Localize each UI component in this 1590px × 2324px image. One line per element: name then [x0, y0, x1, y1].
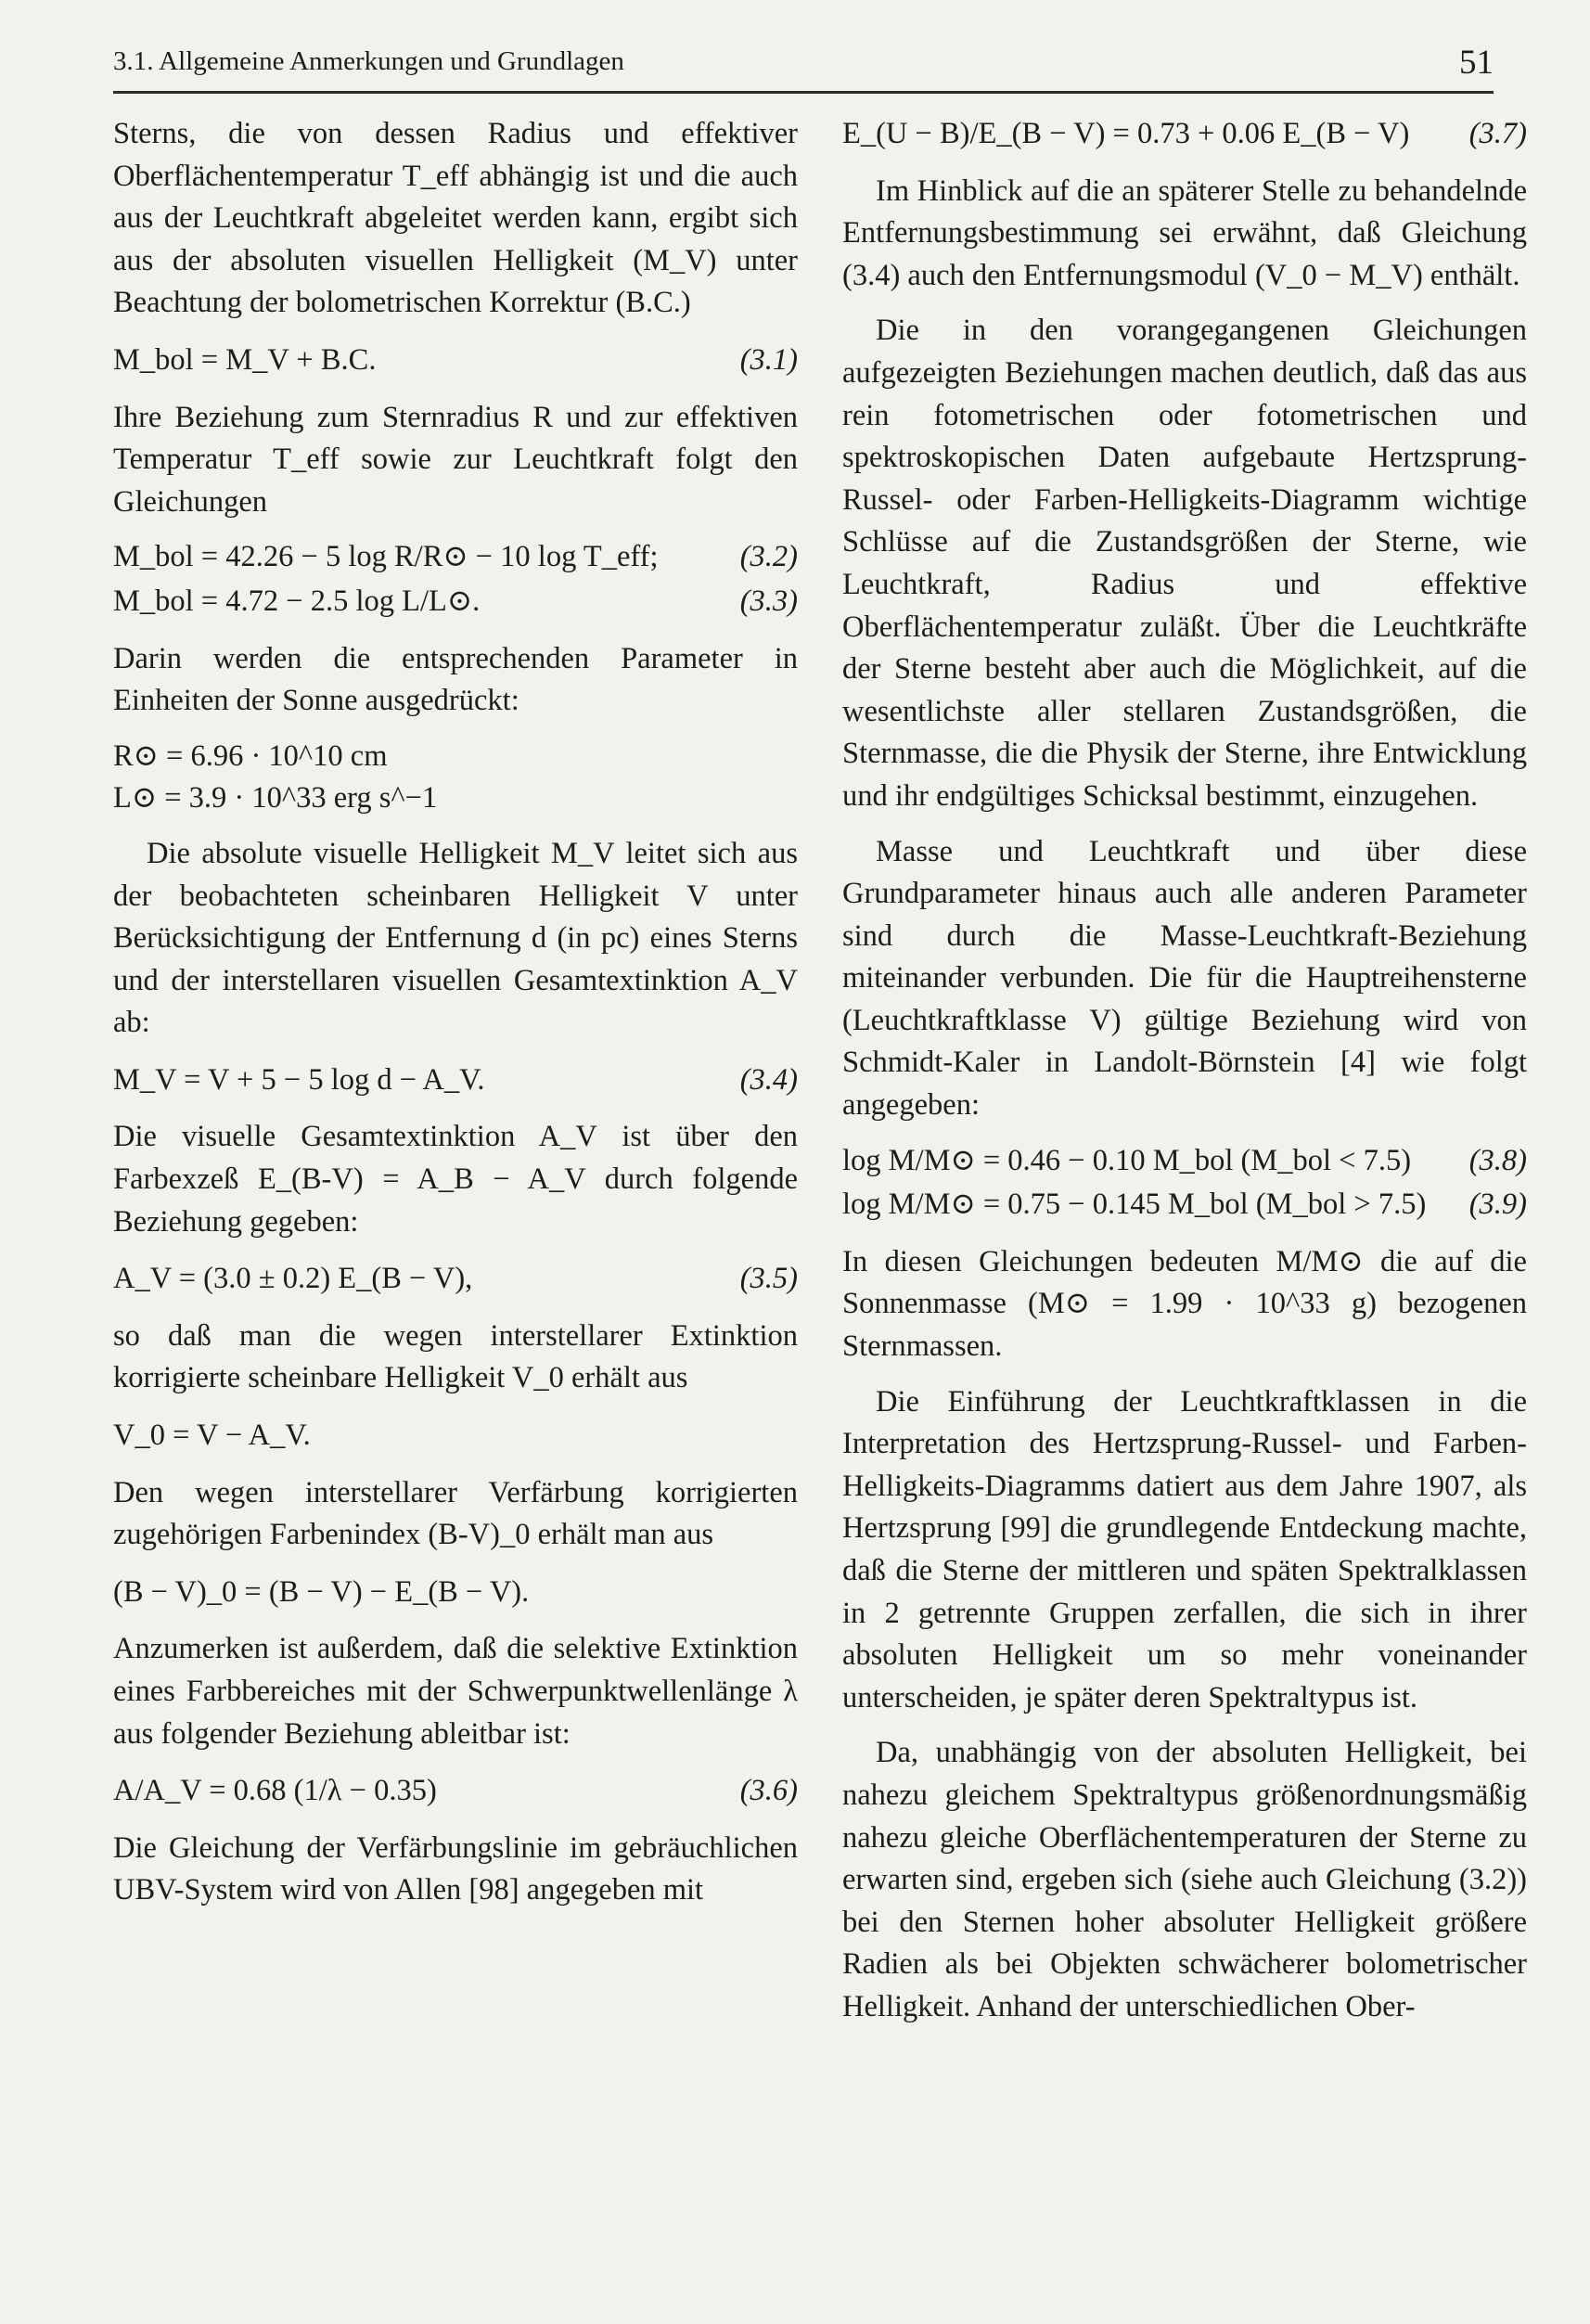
- equation-number: (3.1): [739, 342, 798, 377]
- equation-number: (3.6): [739, 1774, 798, 1808]
- paragraph: Anzumerken ist außerdem, daß die selektive Extinktion eines Farbbereiches mit der Schwerpunktwellenlänge λ aus folgender Beziehung ableitbar ist:: [113, 1632, 798, 1751]
- equation-3-1: [113, 340, 798, 382]
- right-column: [842, 113, 1527, 2042]
- equation-text: (B − V)_0 = (B − V) − E_(B − V).: [113, 1574, 530, 1609]
- paragraph: Die Gleichung der Verfärbungslinie im gebräuchlichen UBV-System wird von Allen [98] angegeben mit: [113, 1830, 798, 1907]
- paragraph: Die visuelle Gesamtextinktion A_V ist über den Farbexzeß E_(B-V) = A_B − A_V durch folgende Beziehung gegeben:: [113, 1120, 798, 1239]
- equation-number: (3.3): [739, 584, 798, 618]
- equation-3-3: [113, 581, 798, 623]
- constant-solar-radius: R⊙ = 6.96 · 10^10 cm: [113, 738, 388, 773]
- equation-bv0: [113, 1572, 798, 1614]
- paragraph: Die Einführung der Leuchtkraftklassen in die Interpretation des Hertzsprung-Russel- und Farben-Helligkeits-Diagramms datiert aus dem Jahre 1907, als Hertzsprung [99] die grundlegende Entdeckung machte, daß die Sterne der mittleren und späten Spektralklassen in 2 getrennte Gruppen zerfallen, die sich in ihrer absoluten Helligkeit um so mehr voneinander unterscheiden, je später deren Spektraltypus ist.: [842, 1384, 1527, 1714]
- equation-3-8: [842, 1140, 1527, 1183]
- equation-text: M_bol = 4.72 − 2.5 log L/L⊙.: [113, 584, 481, 618]
- equation-text: log M/M⊙ = 0.46 − 0.10 M_bol (M_bol < 7.5): [842, 1143, 1412, 1177]
- equation-text: log M/M⊙ = 0.75 − 0.145 M_bol (M_bol > 7.5): [842, 1188, 1427, 1222]
- equation-text: A/A_V = 0.68 (1/λ − 0.35): [113, 1774, 437, 1808]
- equation-text: M_V = V + 5 − 5 log d − A_V.: [113, 1062, 485, 1097]
- paragraph: Im Hinblick auf die an späterer Stelle zu behandelnde Entfernungsbestimmung sei erwähnt, daß Gleichung (3.4) auch den Entfernungsmodul (V_0 − M_V) enthält.: [842, 173, 1527, 292]
- section-title: 3.1. Allgemeine Anmerkungen und Grundlagen: [113, 46, 624, 76]
- equation-text: M_bol = M_V + B.C.: [113, 342, 377, 377]
- paragraph: Ihre Beziehung zum Sternradius R und zur effektiven Temperatur T_eff sowie zur Leuchtkraft folgt den Gleichungen: [113, 400, 798, 519]
- equation-3-5: [113, 1258, 798, 1301]
- paragraph: Die absolute visuelle Helligkeit M_V leitet sich aus der beobachteten scheinbaren Helligkeit V unter Berücksichtigung der Entfernung d (in pc) eines Sterns und der interstellaren visuellen Gesamtextinktion A_V ab:: [113, 836, 798, 1040]
- paragraph: Sterns, die von dessen Radius und effektiver Oberflächentemperatur T_eff abhängig ist und die auch aus der Leuchtkraft abgeleitet werden kann, ergibt sich aus der absoluten visuellen Helligkeit (M_V) unter Beachtung der bolometrischen Korrektur (B.C.): [113, 117, 798, 320]
- paragraph: Den wegen interstellarer Verfärbung korrigierten zugehörigen Farbenindex (B-V)_0 erhält man aus: [113, 1475, 798, 1552]
- equation-3-2: [113, 536, 798, 579]
- equation-text: E_(U − B)/E_(B − V) = 0.73 + 0.06 E_(B − V): [842, 117, 1410, 150]
- equation-text: V_0 = V − A_V.: [113, 1419, 311, 1453]
- equation-3-7: [842, 113, 1527, 156]
- left-column: [113, 113, 798, 1925]
- equation-3-6: [113, 1770, 798, 1813]
- paragraph: Die in den vorangegangenen Gleichungen aufgezeigten Beziehungen machen deutlich, daß das aus rein fotometrischen oder fotometrischen und spektroskopischen Daten aufgebaute Hertzsprung-Russel- oder Farben-Helligkeits-Diagramm wichtige Schlüsse auf die Zustandsgrößen der Sterne, wie Leuchtkraft, Radius und effektive Oberflächentemperatur zuläßt. Über die Leuchtkräfte der Sterne besteht aber auch die Möglichkeit, auf die wesentlichste aller stellaren Zustandsgrößen, die Sternmasse, die die Physik der Sterne, ihre Entwicklung und ihr endgültiges Schicksal bestimmt, einzugehen.: [842, 314, 1527, 813]
- equation-number: (3.4): [739, 1062, 798, 1097]
- equation-number: (3.7): [1468, 117, 1527, 150]
- equation-v0: [113, 1415, 798, 1457]
- paragraph: Darin werden die entsprechenden Parameter in Einheiten der Sonne ausgedrückt:: [113, 641, 798, 718]
- paragraph: In diesen Gleichungen bedeuten M/M⊙ die auf die Sonnenmasse (M⊙ = 1.99 · 10^33 g) bezogenen Sternmassen.: [842, 1244, 1527, 1364]
- paragraph: Masse und Leuchtkraft und über diese Grundparameter hinaus auch alle anderen Parameter sind durch die Masse-Leuchtkraft-Beziehung miteinander verbunden. Die für die Hauptreihensterne (Leuchtkraftklasse V) gültige Beziehung wird von Schmidt-Kaler in Landolt-Börnstein [4] wie folgt angegeben:: [842, 834, 1527, 1123]
- constant-solar-luminosity: L⊙ = 3.9 · 10^33 erg s^−1: [113, 781, 438, 815]
- equation-number: (3.2): [739, 540, 798, 574]
- page-number: 51: [1459, 44, 1494, 82]
- equation-number: (3.5): [739, 1262, 798, 1296]
- equation-3-4: [113, 1059, 798, 1102]
- equation-text: M_bol = 42.26 − 5 log R/R⊙ − 10 log T_eff;: [113, 540, 659, 574]
- equation-3-9: [842, 1184, 1527, 1226]
- running-header: [113, 43, 1494, 94]
- equation-number: (3.8): [1468, 1143, 1527, 1177]
- paragraph: Da, unabhängig von der absoluten Helligkeit, bei nahezu gleichem Spektraltypus größenordnungsmäßig nahezu gleiche Oberflächentemperaturen der Sterne zu erwarten sind, ergeben sich (siehe auch Gleichung (3.2)) bei den Sternen hoher absoluter Helligkeit größere Radien als bei Objekten schwächerer bolometrischer Helligkeit. Anhand der unterschiedlichen Ober-: [842, 1736, 1527, 2023]
- paragraph: so daß man die wegen interstellarer Extinktion korrigierte scheinbare Helligkeit V_0 erhält aus: [113, 1318, 798, 1395]
- equation-text: A_V = (3.0 ± 0.2) E_(B − V),: [113, 1262, 473, 1296]
- equation-number: (3.9): [1468, 1188, 1527, 1222]
